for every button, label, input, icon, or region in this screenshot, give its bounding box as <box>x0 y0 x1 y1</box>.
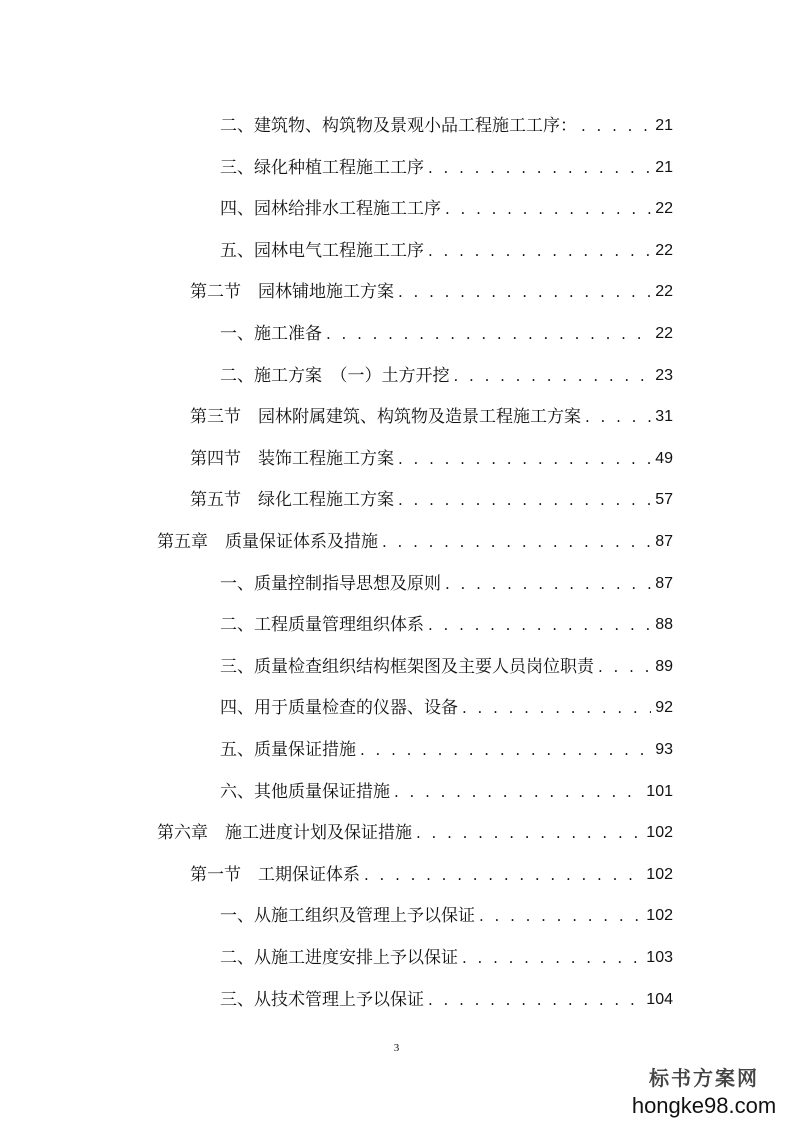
toc-entry-page: 57 <box>655 491 673 509</box>
toc-dot-leader <box>581 116 651 136</box>
toc-entry-page: 102 <box>646 865 673 883</box>
toc-entry-page: 102 <box>646 824 673 842</box>
toc-entry <box>190 270 673 302</box>
toc-entry-label: 三、从技术管理上予以保证 <box>220 989 424 1010</box>
toc-entry-label: 五、园林电气工程施工工序 <box>220 240 424 261</box>
toc-dot-leader <box>454 366 652 386</box>
toc-entry-page: 88 <box>655 616 673 634</box>
toc-entry-label: 二、从施工进度安排上予以保证 <box>220 948 458 968</box>
watermark-url: hongke98.com <box>631 1093 777 1118</box>
toc-entry <box>220 978 673 1010</box>
toc-entry <box>220 187 673 219</box>
toc-dot-leader <box>479 906 642 926</box>
toc-entry-page: 89 <box>655 657 673 675</box>
toc-entry-page: 22 <box>655 200 673 218</box>
toc-entry <box>190 437 673 469</box>
toc-entry-label: 一、施工准备 <box>220 324 322 344</box>
toc-entry-page: 49 <box>655 449 673 467</box>
toc-dot-leader <box>382 532 651 552</box>
toc-entry-label: 三、绿化种植工程施工工序 <box>220 157 424 178</box>
toc-dot-leader <box>585 407 651 427</box>
toc-dot-leader <box>428 158 651 178</box>
toc-dot-leader <box>326 324 651 344</box>
toc-entry-page: 21 <box>655 117 673 134</box>
toc-entry-label: 第四节 装饰工程施工方案 <box>190 448 394 469</box>
toc-entry-label: 二、施工方案 （一）土方开挖 <box>220 365 450 386</box>
toc-dot-leader <box>428 990 642 1010</box>
toc-dot-leader <box>398 449 651 469</box>
toc-entry-label: 四、用于质量检查的仪器、设备 <box>220 698 458 719</box>
toc-entry <box>220 686 673 718</box>
toc-entry <box>220 229 673 261</box>
toc-dot-leader <box>462 698 651 718</box>
toc-entry <box>220 936 673 968</box>
toc-entry <box>220 354 673 386</box>
toc-entry <box>220 104 673 136</box>
toc-entry-page: 21 <box>655 158 673 176</box>
toc-entry-page: 31 <box>655 408 673 426</box>
toc-entry <box>190 395 673 427</box>
toc-entry-page: 93 <box>655 741 673 758</box>
toc-entry-page: 101 <box>646 782 673 800</box>
toc-entry-label: 第二节 园林铺地施工方案 <box>190 282 394 303</box>
toc-entry <box>220 894 673 926</box>
toc-dot-leader <box>445 574 651 594</box>
toc-entry-label: 三、质量检查组织结构框架图及主要人员岗位职责 <box>220 656 594 677</box>
toc-entry-label: 第五节 绿化工程施工方案 <box>190 490 394 511</box>
toc-entry-page: 22 <box>655 283 673 301</box>
watermark <box>629 1062 779 1119</box>
toc-entry-label: 二、建筑物、构筑物及景观小品工程施工工序： <box>220 116 577 136</box>
toc-entry-label: 第六章 施工进度计划及保证措施 <box>157 823 412 844</box>
toc-dot-leader <box>398 282 651 302</box>
toc-entry-label: 六、其他质量保证措施 <box>220 781 390 802</box>
toc-entry <box>220 645 673 677</box>
toc-entry-label: 二、工程质量管理组织体系 <box>220 615 424 636</box>
toc-dot-leader <box>394 782 642 802</box>
toc-entry <box>157 811 673 843</box>
page-number: 3 <box>393 1042 400 1054</box>
toc-dot-leader <box>428 615 651 635</box>
toc-entry-page: 102 <box>646 907 673 925</box>
toc-entry-page: 22 <box>655 325 673 342</box>
toc-entry-label: 一、从施工组织及管理上予以保证 <box>220 906 475 927</box>
toc-entry-label: 第五章 质量保证体系及措施 <box>157 532 378 552</box>
toc-entry <box>220 728 673 760</box>
toc-entry-label: 五、质量保证措施 <box>220 740 356 760</box>
toc-entry-label: 四、园林给排水工程施工工序 <box>220 199 441 220</box>
toc-entry <box>190 853 673 885</box>
toc-entry <box>220 770 673 802</box>
toc-entry <box>220 603 673 635</box>
toc-entry-page: 87 <box>655 574 673 592</box>
toc-entry-page: 87 <box>655 533 673 550</box>
toc-entry-page: 103 <box>646 949 673 966</box>
toc-entry <box>220 312 673 344</box>
toc-entry-label: 第三节 园林附属建筑、构筑物及造景工程施工方案 <box>190 407 581 428</box>
toc-dot-leader <box>462 948 642 968</box>
toc-entry <box>190 478 673 510</box>
toc-dot-leader <box>398 490 651 510</box>
watermark-site-name: 标书方案网 <box>649 1066 759 1090</box>
toc-entry-label: 第一节 工期保证体系 <box>190 864 360 885</box>
toc-entry-page: 104 <box>646 990 673 1008</box>
toc-dot-leader <box>428 241 651 261</box>
toc-entry <box>157 520 673 552</box>
toc-dot-leader <box>360 740 651 760</box>
toc-entry <box>220 562 673 594</box>
toc-dot-leader <box>364 865 642 885</box>
toc-dot-leader <box>416 823 642 843</box>
toc-dot-leader <box>445 199 651 219</box>
toc-dot-leader <box>598 657 651 677</box>
toc-entry-label: 一、质量控制指导思想及原则 <box>220 573 441 594</box>
toc-entry-page: 92 <box>655 699 673 717</box>
toc-entry-page: 23 <box>655 366 673 384</box>
toc-entry-page: 22 <box>655 241 673 259</box>
toc-entry <box>220 146 673 178</box>
